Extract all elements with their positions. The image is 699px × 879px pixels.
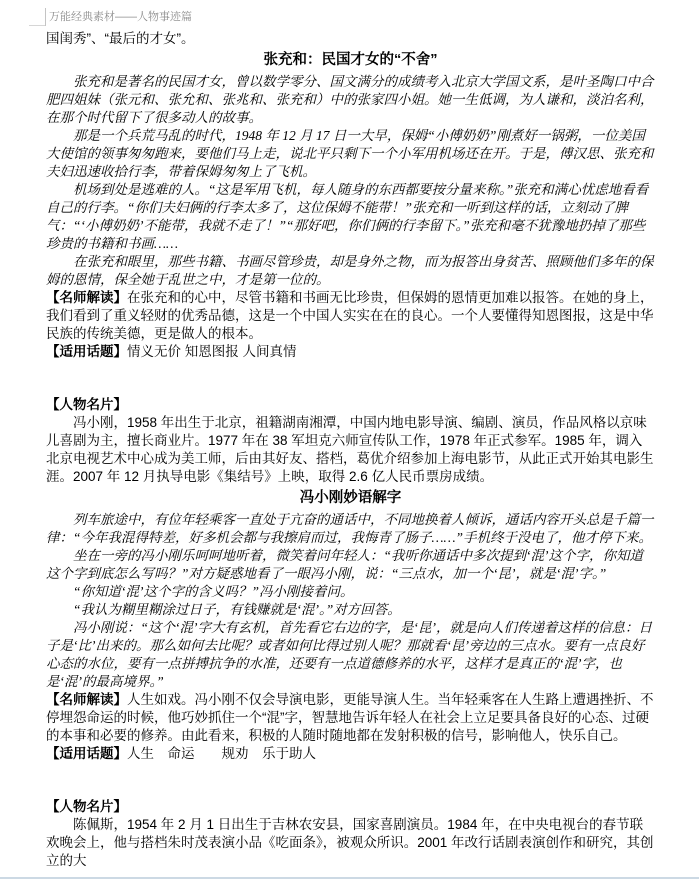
story-paragraph: 在张充和眼里，那些书籍、书画尽管珍贵，却是身外之物，而为报答出身贫苦、照顾他们多年的保姆的恩情，保全她于乱世之中，才是第一位的。: [46, 254, 654, 287]
profile-text: 冯小刚，1958 年出生于北京，祖籍湖南湘潭，中国内地电影导演、编剧、演员，作品风格以京味儿喜剧为主，擅长商业片。1977 年在 38 军坦克六师宣传队工作，1978 年正式参军。1985 年，调入北京电视艺术中心成为美工师，后由其好友、搭档，葛优介绍参加上海电影节，从此正式开始其电影生涯。2007 年 12 月执导电影《集结号》上映，取得 2.6 亿人民币票房成绩。: [46, 415, 654, 484]
analysis-section: [46, 289, 655, 343]
topics-label: 【适用话题】: [46, 746, 127, 761]
topics-text: 人生 命运 规劝 乐于助人: [127, 746, 316, 761]
story-paragraph: 张充和是著名的民国才女，曾以数学零分、国文满分的成绩考入北京大学国文系，是叶圣陶口中合肥四姐妹（张元和、张允和、张兆和、张充和）中的张家四小姐。她一生低调，为人谦和，淡泊名利，在那个时代留下了很多动人的故事。: [46, 74, 654, 125]
story-paragraph: 列车旅途中，有位年轻乘客一直处于亢奋的通话中，不同地换着人倾诉，通话内容开头总是千篇一律：“今年我混得特差，好多机会都与我擦肩而过，我悔青了肠子……”手机终于没电了，他才停下来。: [46, 512, 654, 545]
story-paragraph: 冯小刚说：“这个‘混’字大有玄机，首先看它右边的字，是‘昆’，就是向人们传递着这样的信息：日子是‘比’出来的。那么如何去比呢？或者如何比得过别人呢？那就看‘昆’旁边的三点水。要有一点良好心态的水位，要有一点拼搏抗争的水准，还要有一点道德修养的水平，这样才是真正的‘混’字，也是‘混’的最高境界。”: [46, 620, 652, 689]
story-paragraph: 坐在一旁的冯小刚乐呵呵地听着，微笑着问年轻人：“我听你通话中多次提到‘混’这个字，你知道这个字到底怎么写吗？”对方疑惑地看了一眼冯小刚，说：“三点水，加一个‘昆’，就是‘混’字。”: [46, 548, 643, 581]
analysis-label: 【名师解读】: [46, 290, 127, 305]
analysis-text: 人生如戏。冯小刚不仅会导演电影，更能导演人生。当年轻乘客在人生路上遭遇挫折、不停埋怨命运的时候，他巧妙抓住一个“混”字，智慧地告诉年轻人在社会上立足要具备良好的心态、过硬的本事和必要的修养。由此看来，积极的人随时随地都在发射积极的信号，影响他人，快乐自己。: [46, 692, 654, 743]
topics-section: [46, 745, 655, 763]
analysis-section: [46, 691, 655, 745]
story-paragraph: “我认为糊里糊涂过日子，有钱赚就是‘混’。”对方回答。: [73, 602, 401, 617]
intro-continuation-line: 国闺秀”、“最后的才女”。: [46, 31, 195, 46]
story-paragraph: “你知道‘混’这个字的含义吗？”冯小刚接着问。: [73, 584, 354, 599]
analysis-label: 【名师解读】: [46, 692, 127, 707]
topics-section: [46, 343, 655, 361]
article1-title: 张充和：民国才女的“不舍”: [263, 52, 438, 68]
profile-card-label: 【人物名片】: [46, 799, 127, 814]
story-paragraph: 机场到处是逃难的人。“这是军用飞机，每人随身的东西都要按分量来称。”张充和满心忧虑地看看自己的行李。“你们夫妇俩的行李太多了，这位保姆不能带！”张充和一听到这样的话，立刻动了脾气：“‘小傅奶奶’不能带，我就不走了！”“那好吧，你们俩的行李留下。”张充和毫不犹豫地扔掉了那些珍贵的书籍和书画……: [46, 182, 649, 251]
profile-text: 陈佩斯，1954 年 2 月 1 日出生于吉林农安县，国家喜剧演员。1984 年，在中央电视台的春节联欢晚会上，他与搭档朱时茂表演小品《吃面条》，被观众所识。2001 年改行话剧表演创作和研究，其创立的大: [46, 817, 654, 868]
header-title: 万能经典素材——人物事迹篇: [49, 11, 192, 23]
topics-text: 情义无价 知恩图报 人间真情: [127, 344, 297, 359]
topics-label: 【适用话题】: [46, 344, 127, 359]
profile-card-label: 【人物名片】: [46, 397, 127, 412]
story-paragraph: 那是一个兵荒马乱的时代，1948 年 12 月 17 日一大早，保姆“小傅奶奶”刚煮好一锅粥，一位美国大使馆的领事匆匆跑来，要他们马上走，说北平只剩下一个小军用机场还在开。于是，傅汉思、张充和夫妇迅速收拾行李，带着保姆匆匆上了飞机。: [46, 128, 654, 179]
analysis-text: 在张充和的心中，尽管书籍和书画无比珍贵，但保姆的恩情更加难以报答。在她的身上，我们看到了重义轻财的优秀品德，这是一个中国人实实在在的良心。一个人要懂得知恩图报，这是中华民族的传统美德，更是做人的根本。: [46, 290, 654, 341]
document-header: [45, 8, 655, 26]
article2-title: 冯小刚妙语解字: [299, 490, 402, 506]
